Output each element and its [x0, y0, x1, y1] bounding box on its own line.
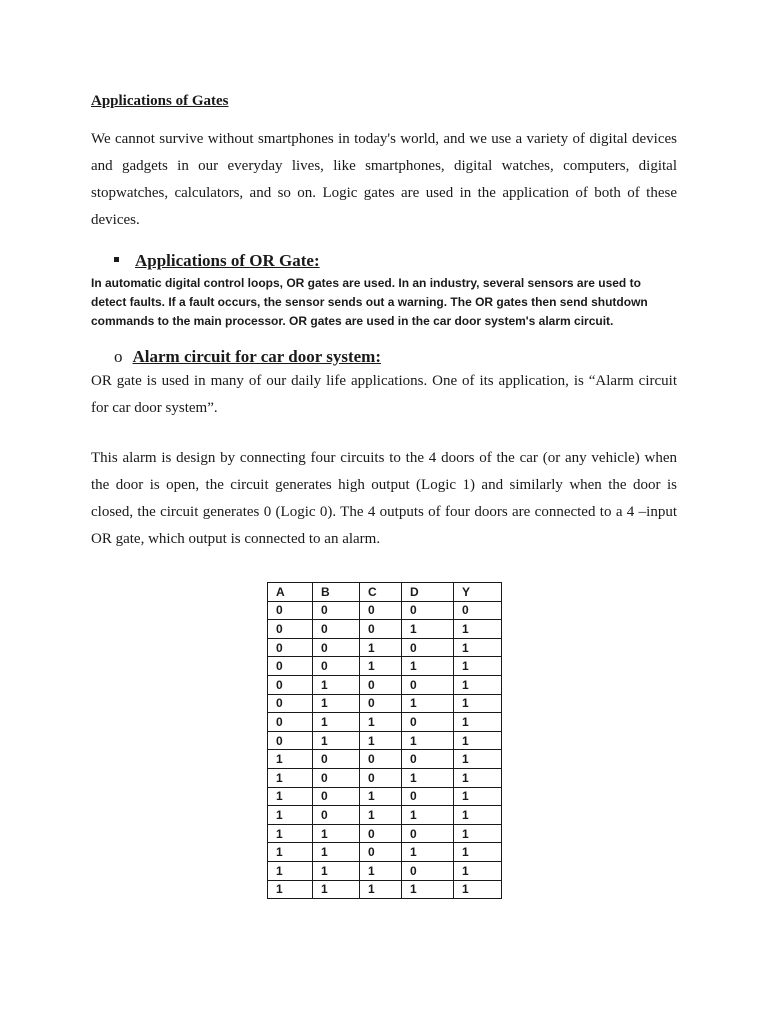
cell-d: 0 — [402, 675, 454, 694]
cell-a: 1 — [268, 750, 313, 769]
cell-b: 1 — [313, 861, 360, 880]
cell-b: 1 — [313, 713, 360, 732]
table-row — [268, 694, 502, 713]
table-row — [268, 713, 502, 732]
cell-a: 1 — [268, 824, 313, 843]
cell-c: 0 — [360, 675, 402, 694]
alarm-paragraph-1: OR gate is used in many of our daily life applications. One of its application, is “Alarm circuit for car door system”. — [91, 373, 677, 416]
cell-a: 1 — [268, 861, 313, 880]
cell-d: 1 — [402, 880, 454, 899]
table-row — [268, 750, 502, 769]
circle-bullet-icon: o — [114, 347, 123, 366]
table-row — [268, 768, 502, 787]
cell-y: 1 — [454, 787, 502, 806]
cell-d: 0 — [402, 824, 454, 843]
cell-y: 1 — [454, 675, 502, 694]
cell-c: 0 — [360, 750, 402, 769]
cell-d: 1 — [402, 843, 454, 862]
cell-y: 1 — [454, 620, 502, 639]
cell-b: 1 — [313, 824, 360, 843]
cell-b: 0 — [313, 620, 360, 639]
cell-d: 1 — [402, 620, 454, 639]
or-gate-description: In automatic digital control loops, OR gates are used. In an industry, several sensors are used to detect faults. If a fault occurs, the sensor sends out a warning. The OR gates then send shutdown commands to the main processor. OR gates are used in the car door system's alarm circuit. — [91, 276, 648, 328]
cell-a: 0 — [268, 675, 313, 694]
cell-y: 1 — [454, 806, 502, 825]
table-row — [268, 806, 502, 825]
cell-a: 0 — [268, 601, 313, 620]
truth-table — [267, 582, 502, 899]
cell-a: 0 — [268, 694, 313, 713]
truth-table-header-row — [268, 583, 502, 602]
cell-a: 1 — [268, 806, 313, 825]
cell-d: 1 — [402, 806, 454, 825]
table-row — [268, 675, 502, 694]
cell-d: 0 — [402, 787, 454, 806]
cell-b: 1 — [313, 694, 360, 713]
cell-b: 1 — [313, 843, 360, 862]
cell-a: 0 — [268, 620, 313, 639]
cell-d: 1 — [402, 731, 454, 750]
alarm-section-title: Alarm circuit for car door system: — [132, 347, 381, 366]
cell-y: 1 — [454, 880, 502, 899]
cell-c: 1 — [360, 861, 402, 880]
cell-a: 1 — [268, 843, 313, 862]
table-row — [268, 861, 502, 880]
cell-c: 1 — [360, 731, 402, 750]
cell-b: 0 — [313, 601, 360, 620]
cell-y: 0 — [454, 601, 502, 620]
cell-y: 1 — [454, 824, 502, 843]
alarm-paragraph-2: This alarm is design by connecting four circuits to the 4 doors of the car (or any vehicle) when the door is open, the circuit generates high output (Logic 1) and similarly when the door is closed, the circuit generates 0 (Logic 0). The 4 outputs of four doors are connected to a 4 –input OR gate, which output is connected to an alarm. — [91, 450, 677, 547]
column-header-a: A — [268, 583, 313, 602]
cell-b: 0 — [313, 750, 360, 769]
cell-d: 0 — [402, 750, 454, 769]
cell-c: 0 — [360, 843, 402, 862]
column-header-c: C — [360, 583, 402, 602]
cell-c: 1 — [360, 806, 402, 825]
cell-d: 0 — [402, 861, 454, 880]
cell-d: 0 — [402, 638, 454, 657]
square-bullet-icon — [114, 257, 119, 262]
cell-y: 1 — [454, 731, 502, 750]
table-row — [268, 731, 502, 750]
cell-a: 0 — [268, 731, 313, 750]
cell-y: 1 — [454, 713, 502, 732]
table-row — [268, 787, 502, 806]
table-row — [268, 824, 502, 843]
cell-c: 0 — [360, 768, 402, 787]
or-gate-section-heading — [114, 251, 320, 271]
cell-b: 0 — [313, 806, 360, 825]
table-row — [268, 638, 502, 657]
cell-d: 0 — [402, 601, 454, 620]
cell-a: 1 — [268, 768, 313, 787]
table-row — [268, 601, 502, 620]
cell-b: 1 — [313, 675, 360, 694]
cell-c: 0 — [360, 620, 402, 639]
table-row — [268, 880, 502, 899]
truth-table-body — [268, 601, 502, 899]
cell-c: 0 — [360, 694, 402, 713]
table-row — [268, 620, 502, 639]
cell-b: 0 — [313, 638, 360, 657]
cell-c: 1 — [360, 713, 402, 732]
cell-c: 0 — [360, 824, 402, 843]
cell-a: 0 — [268, 638, 313, 657]
cell-c: 0 — [360, 601, 402, 620]
cell-b: 0 — [313, 787, 360, 806]
cell-d: 1 — [402, 768, 454, 787]
cell-a: 0 — [268, 657, 313, 676]
cell-b: 1 — [313, 880, 360, 899]
column-header-y: Y — [454, 583, 502, 602]
cell-d: 1 — [402, 694, 454, 713]
cell-y: 1 — [454, 638, 502, 657]
column-header-d: D — [402, 583, 454, 602]
cell-y: 1 — [454, 750, 502, 769]
cell-d: 1 — [402, 657, 454, 676]
cell-c: 1 — [360, 880, 402, 899]
cell-c: 1 — [360, 657, 402, 676]
table-row — [268, 843, 502, 862]
cell-c: 1 — [360, 787, 402, 806]
cell-b: 1 — [313, 731, 360, 750]
cell-y: 1 — [454, 843, 502, 862]
column-header-b: B — [313, 583, 360, 602]
cell-y: 1 — [454, 694, 502, 713]
cell-y: 1 — [454, 768, 502, 787]
alarm-section-heading — [114, 347, 381, 367]
cell-a: 0 — [268, 713, 313, 732]
cell-b: 0 — [313, 657, 360, 676]
cell-d: 0 — [402, 713, 454, 732]
cell-a: 1 — [268, 787, 313, 806]
or-gate-section-title: Applications of OR Gate: — [135, 251, 320, 270]
cell-c: 1 — [360, 638, 402, 657]
cell-b: 0 — [313, 768, 360, 787]
cell-a: 1 — [268, 880, 313, 899]
page-heading: Applications of Gates — [91, 93, 229, 109]
table-row — [268, 657, 502, 676]
cell-y: 1 — [454, 861, 502, 880]
intro-paragraph: We cannot survive without smartphones in today's world, and we use a variety of digital devices and gadgets in our everyday lives, like smartphones, digital watches, computers, digital stopwatches, calculators, and so on. Logic gates are used in the application of both of these devices. — [91, 131, 677, 228]
cell-y: 1 — [454, 657, 502, 676]
